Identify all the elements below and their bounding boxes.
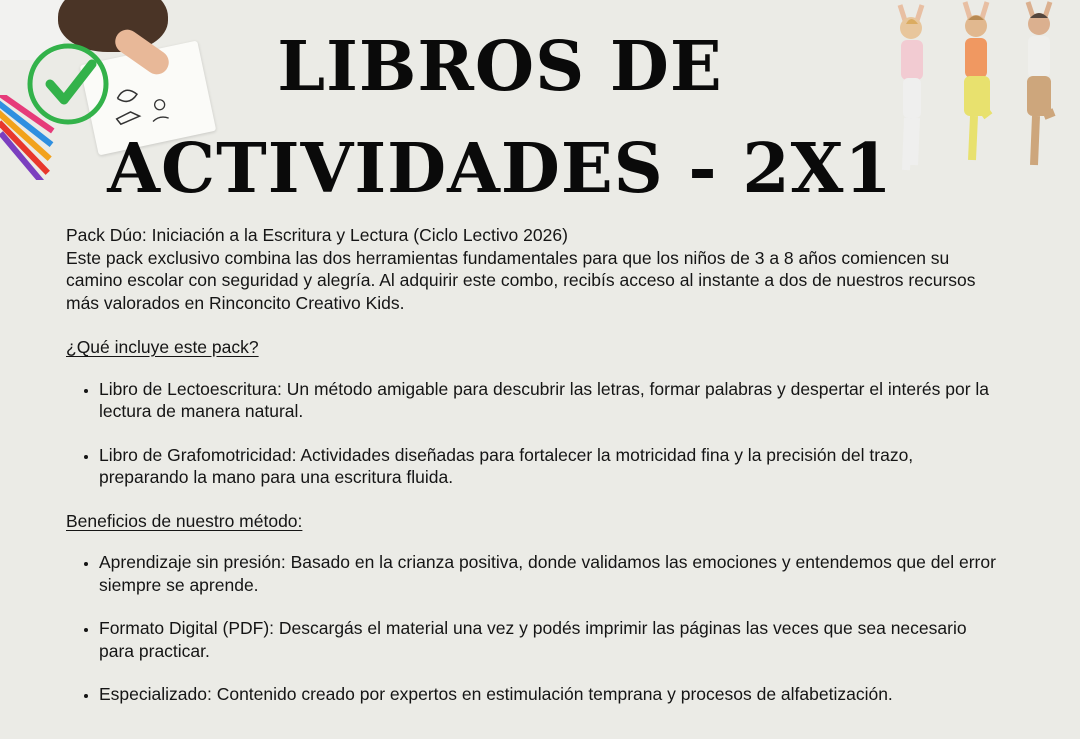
- list-item: • Formato Digital (PDF): Descargás el material una vez y podés imprimir las páginas las veces que sea necesario para practicar.: [99, 617, 996, 662]
- benefits-heading: Beneficios de nuestro método:: [66, 510, 303, 531]
- includes-list: [66, 378, 996, 489]
- includes-heading: ¿Qué incluye este pack?: [66, 337, 259, 357]
- benefits-list: [66, 551, 996, 706]
- intro-paragraph: [66, 224, 996, 314]
- list-item: • Especializado: Contenido creado por expertos en estimulación temprana y procesos de alfabetización.: [99, 683, 996, 706]
- list-item: • Libro de Lectoescritura: Un método amigable para descubrir las letras, formar palabras y despertar el interés por la lectura de manera natural.: [99, 378, 996, 423]
- intro-heading-line: Pack Dúo: Iniciación a la Escritura y Lectura (Ciclo Lectivo 2026): [66, 225, 568, 245]
- list-item: • Aprendizaje sin presión: Basado en la crianza positiva, donde validamos las emociones y entendemos que del error siempre se aprende.: [99, 551, 996, 596]
- list-item: • Libro de Grafomotricidad: Actividades diseñadas para fortalecer la motricidad fina y la precisión del trazo, preparando la mano para una escritura fluida.: [99, 444, 996, 489]
- title-line-1: LIBROS DE: [277, 27, 723, 107]
- title-line-2: ACTIVIDADES - 2X1: [107, 129, 893, 209]
- main-content: [66, 224, 996, 727]
- page-title: [0, 16, 1000, 220]
- intro-description: Este pack exclusivo combina las dos herramientas fundamentales para que los niños de 3 a 8 años comiencen su camino escolar con seguridad y alegría. Al adquirir este combo, recibís acceso al instante a dos de nuestros recursos más valorados en Rinconcito Creativo Kids.: [66, 247, 976, 313]
